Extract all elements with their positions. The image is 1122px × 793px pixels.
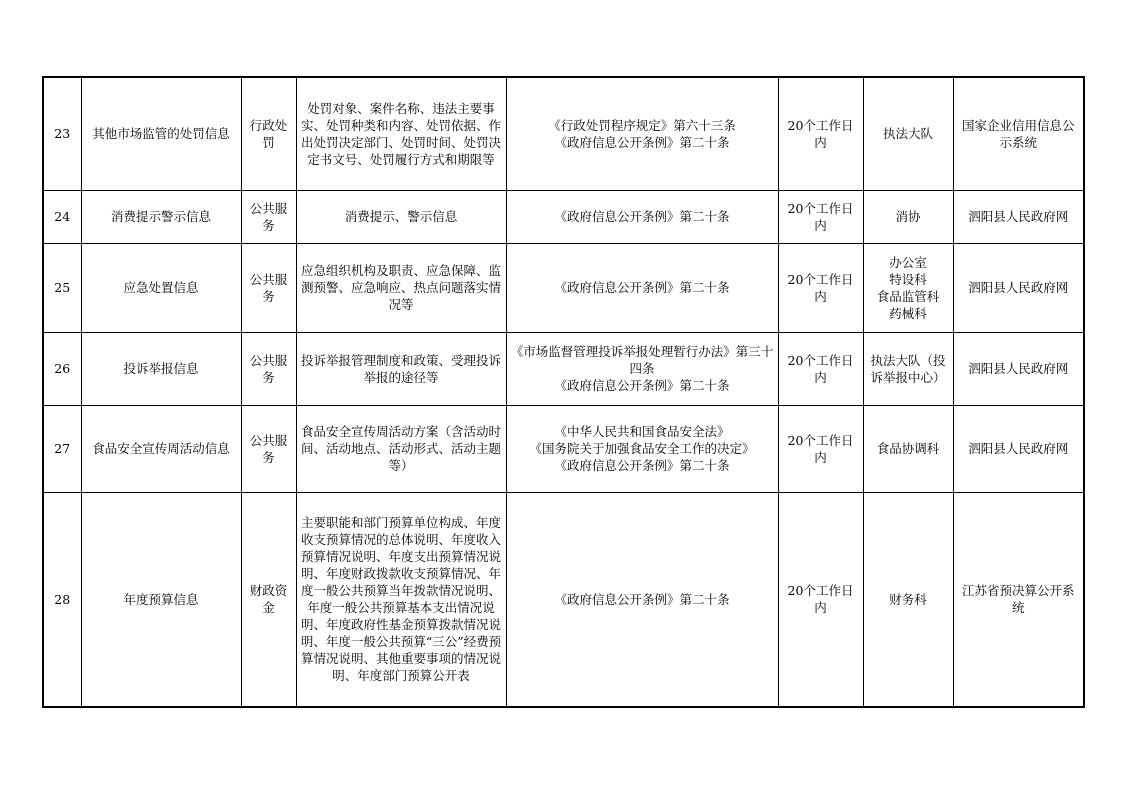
disclosure-table — [42, 76, 1085, 708]
item-basis — [506, 332, 778, 405]
item-time-limit: 20个工作日内 — [778, 77, 863, 190]
subject-line: 执法大队（投诉举报中心） — [870, 352, 946, 385]
subject-line: 执法大队 — [882, 126, 933, 142]
item-name: 年度预算信息 — [81, 492, 241, 707]
row-number: 23 — [43, 77, 81, 190]
item-name: 食品安全宣传周活动信息 — [81, 405, 241, 492]
item-content: 投诉举报管理制度和政策、受理投诉举报的途径等 — [296, 332, 506, 405]
item-time-limit: 20个工作日内 — [778, 332, 863, 405]
item-subject — [863, 77, 953, 190]
basis-line: 《市场监督管理投诉举报处理暂行办法》第三十四条 — [510, 344, 774, 376]
subject-line: 消协 — [895, 209, 921, 224]
basis-line: 《政府信息公开条例》第二十条 — [554, 280, 730, 295]
item-content: 主要职能和部门预算单位构成、年度收支预算情况的总体说明、年度收入预算情况说明、年度支出预算情况说明、年度财政拨款收支预算情况、年度一般公共预算当年拨款情况说明、年度一般公共预算基本支出情况说明、年度政府性基金预算拨款情况说明、年度一般公共预算“三公”经费预算情况说明、其他重要事项的情况说明、年度部门预算公开表 — [296, 492, 506, 707]
item-content: 处罚对象、案件名称、违法主要事实、处罚种类和内容、处罚依据、作出处罚决定部门、处罚时间、处罚决定书文号、处罚履行方式和期限等 — [296, 77, 506, 190]
item-time-limit: 20个工作日内 — [778, 243, 863, 332]
item-name: 消费提示警示信息 — [81, 190, 241, 243]
table-row — [43, 243, 1084, 332]
item-subject — [863, 332, 953, 405]
basis-line: 《政府信息公开条例》第二十条 — [554, 209, 730, 224]
item-content: 应急组织机构及职责、应急保障、监测预警、应急响应、热点问题落实情况等 — [296, 243, 506, 332]
item-category: 公共服务 — [241, 332, 296, 405]
subject-line: 药械科 — [889, 305, 927, 321]
item-category: 公共服务 — [241, 190, 296, 243]
row-number: 25 — [43, 243, 81, 332]
subject-line: 财务科 — [889, 591, 927, 607]
item-name: 应急处置信息 — [81, 243, 241, 332]
item-basis — [506, 77, 778, 190]
table-row — [43, 190, 1084, 243]
row-number: 28 — [43, 492, 81, 707]
item-basis — [506, 190, 778, 243]
table-row — [43, 77, 1084, 190]
subject-line: 办公室 — [889, 254, 927, 270]
basis-line: 《行政处罚程序规定》第六十三条 — [548, 117, 736, 133]
item-subject — [863, 243, 953, 332]
table-row — [43, 332, 1084, 405]
item-basis — [506, 243, 778, 332]
item-name: 其他市场监管的处罚信息 — [81, 77, 241, 190]
subject-line: 食品协调科 — [876, 441, 940, 456]
basis-line: 《政府信息公开条例》第二十条 — [554, 591, 730, 607]
item-subject — [863, 492, 953, 707]
subject-line: 食品监管科 — [876, 288, 940, 304]
basis-line: 《中华人民共和国食品安全法》 — [554, 424, 730, 439]
row-number: 24 — [43, 190, 81, 243]
basis-line: 《政府信息公开条例》第二十条 — [554, 134, 730, 150]
item-subject — [863, 405, 953, 492]
item-channel: 泗阳县人民政府网 — [953, 332, 1084, 405]
item-time-limit: 20个工作日内 — [778, 190, 863, 243]
basis-line: 《政府信息公开条例》第二十条 — [554, 378, 730, 393]
table-row — [43, 405, 1084, 492]
basis-line: 《政府信息公开条例》第二十条 — [554, 458, 730, 473]
row-number: 26 — [43, 332, 81, 405]
subject-line: 特设科 — [889, 271, 927, 287]
table-body — [43, 77, 1084, 707]
item-channel: 国家企业信用信息公示系统 — [953, 77, 1084, 190]
basis-line: 《国务院关于加强食品安全工作的决定》 — [529, 441, 755, 456]
table-row — [43, 492, 1084, 707]
item-channel: 泗阳县人民政府网 — [953, 405, 1084, 492]
item-category: 行政处罚 — [241, 77, 296, 190]
item-category: 财政资金 — [241, 492, 296, 707]
item-subject — [863, 190, 953, 243]
item-content: 消费提示、警示信息 — [296, 190, 506, 243]
item-category: 公共服务 — [241, 405, 296, 492]
item-channel: 泗阳县人民政府网 — [953, 243, 1084, 332]
item-time-limit: 20个工作日内 — [778, 492, 863, 707]
item-category: 公共服务 — [241, 243, 296, 332]
item-basis — [506, 492, 778, 707]
item-name: 投诉举报信息 — [81, 332, 241, 405]
item-channel: 泗阳县人民政府网 — [953, 190, 1084, 243]
item-time-limit: 20个工作日内 — [778, 405, 863, 492]
item-channel: 江苏省预决算公开系统 — [953, 492, 1084, 707]
row-number: 27 — [43, 405, 81, 492]
item-content: 食品安全宣传周活动方案（含活动时间、活动地点、活动形式、活动主题等） — [296, 405, 506, 492]
item-basis — [506, 405, 778, 492]
